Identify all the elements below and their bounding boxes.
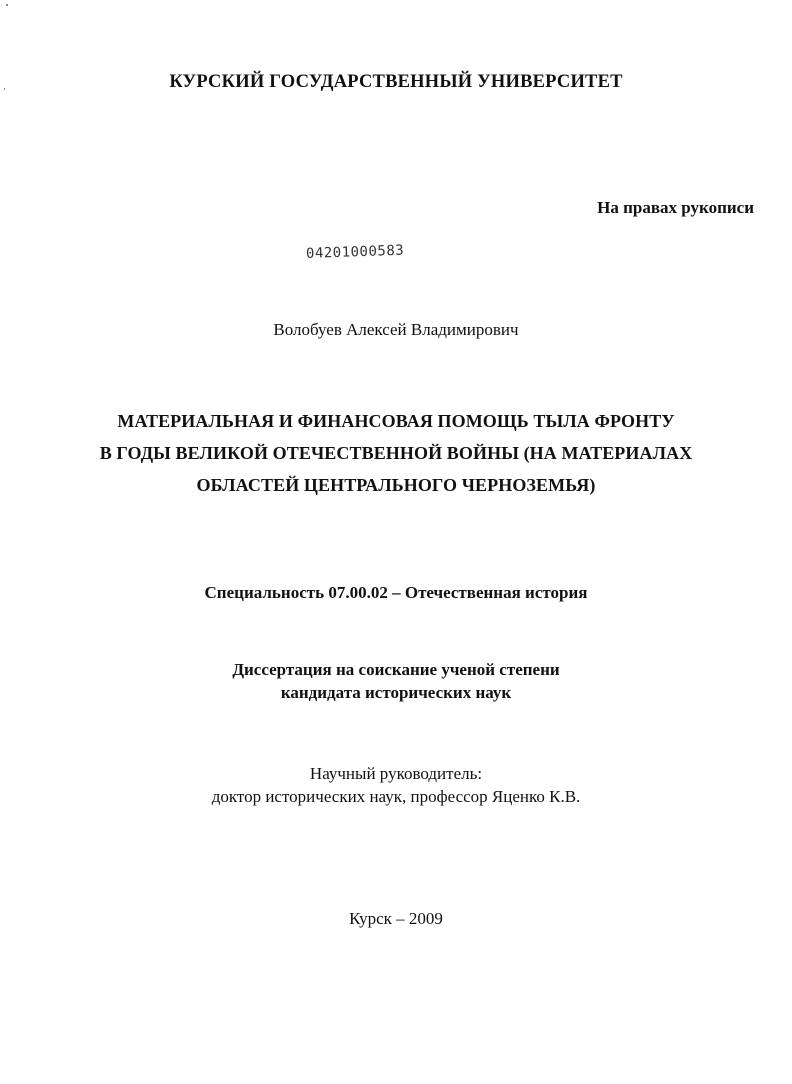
university-name: КУРСКИЙ ГОСУДАРСТВЕННЫЙ УНИВЕРСИТЕТ [169,72,623,92]
degree-line: Диссертация на соискание ученой степени [232,660,560,679]
specialty-line: Специальность 07.00.02 – Отечественная история [204,583,588,602]
scan-speck [6,4,8,6]
degree-line: кандидата исторических наук [280,683,512,702]
thesis-title-line: МАТЕРИАЛЬНАЯ И ФИНАНСОВАЯ ПОМОЩЬ ТЫЛА ФРОНТУ [117,411,675,431]
city-year: Курск – 2009 [349,909,443,928]
archive-number-stamp: 04201000583 [305,242,405,262]
author-name: Волобуев Алексей Владимирович [273,320,519,339]
advisor-name: доктор исторических наук, профессор Яценко К.В. [211,787,581,806]
rights-note: На правах рукописи [597,198,754,217]
advisor-label: Научный руководитель: [309,764,483,783]
thesis-title-line: В ГОДЫ ВЕЛИКОЙ ОТЕЧЕСТВЕННОЙ ВОЙНЫ (НА МАТЕРИАЛАХ [99,443,693,463]
thesis-title-line: ОБЛАСТЕЙ ЦЕНТРАЛЬНОГО ЧЕРНОЗЕМЬЯ) [196,475,596,495]
